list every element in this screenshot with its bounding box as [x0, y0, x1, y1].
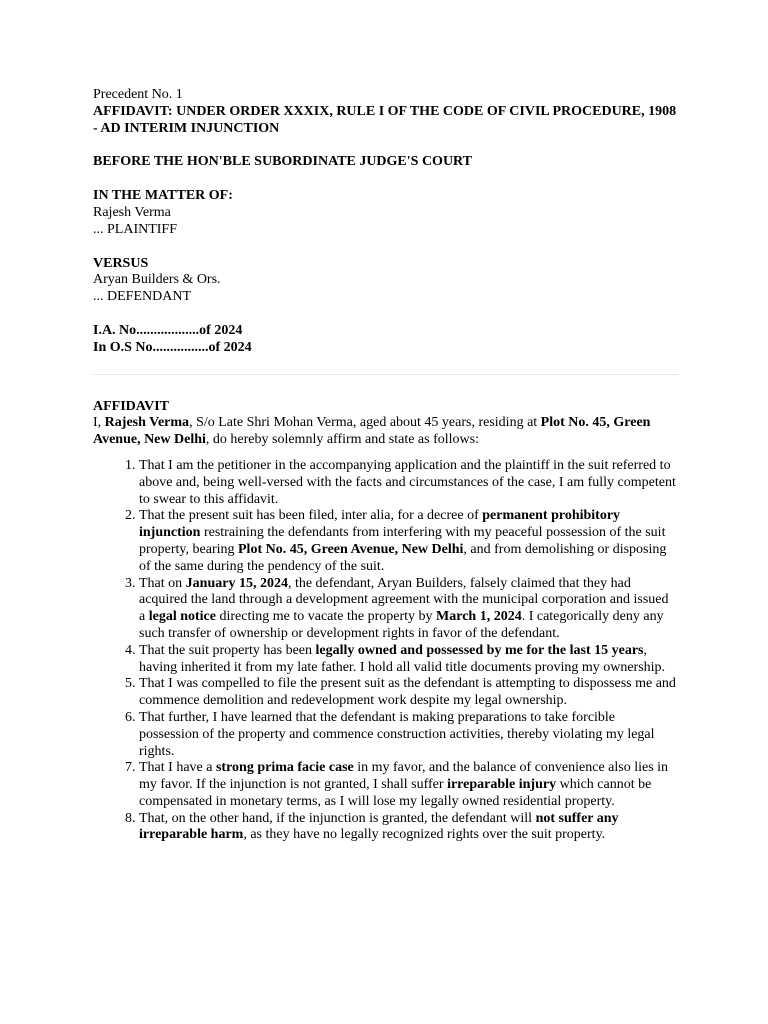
affidavit-heading: AFFIDAVIT [93, 398, 169, 414]
statement-text: , as they have no legally recognized rights over the suit property. [243, 827, 606, 843]
statement-text: That I have a [139, 760, 216, 776]
statement-text: directing me to vacate the property by [215, 609, 437, 625]
statement-emphasis: irreparable injury [447, 777, 557, 793]
affidavit-statement [139, 676, 678, 710]
deponent-address: Plot No. 45, Green Avenue, New Delhi [93, 415, 651, 448]
statement-text: restraining the defendants from interfering with my peaceful possession of the suit property, bearing [139, 525, 666, 557]
matter-label: IN THE MATTER OF: [93, 188, 233, 204]
statement-emphasis: permanent prohibitory injunction [139, 508, 621, 541]
plaintiff-name: Rajesh Verma [93, 204, 171, 220]
statement-text: That the suit property has been [139, 642, 316, 658]
deponent-name: Rajesh Verma [104, 415, 190, 431]
defendant-role: ... DEFENDANT [93, 289, 191, 305]
statement-text: which cannot be compensated in monetary terms, as I will lose my legally owned residential property. [139, 777, 652, 809]
ia-number: I.A. No..................of 2024 [93, 322, 243, 338]
statement-text: That the present suit has been filed, inter alia, for a decree of [139, 508, 483, 524]
os-number: In O.S No................of 2024 [93, 339, 252, 355]
affidavit-statement [139, 760, 678, 810]
statement-text: , and from demolishing or disposing of the same during the pendency of the suit. [139, 541, 667, 574]
statement-text: , having inherited it from my late father. I hold all valid title documents proving my ownership. [139, 642, 666, 675]
plaintiff-role: ... PLAINTIFF [93, 221, 178, 237]
statement-text: That I was compelled to file the present suit as the defendant is attempting to dispossess me and commence demolition and redevelopment work despite my legal ownership. [139, 676, 676, 709]
defendant-name: Aryan Builders & Ors. [93, 272, 221, 288]
statement-emphasis: legal notice [148, 609, 216, 625]
divider [93, 374, 678, 375]
statement-emphasis: March 1, 2024 [436, 609, 522, 625]
intro-text: I, [93, 415, 105, 431]
spacer [93, 239, 678, 256]
statement-emphasis: Plot No. 45, Green Avenue, New Delhi [238, 541, 464, 557]
affidavit-statement [139, 576, 678, 643]
statement-text: That on [139, 575, 186, 591]
statement-emphasis: not suffer any irreparable harm [139, 810, 619, 843]
document-body [93, 87, 678, 844]
statement-text: That, on the other hand, if the injunction is granted, the defendant will [139, 810, 536, 826]
statement-emphasis: January 15, 2024 [185, 575, 288, 591]
statement-emphasis: legally owned and possessed by me for the last 15 years [315, 642, 644, 658]
statement-emphasis: strong prima facie case [215, 760, 354, 776]
intro-text: , S/o Late Shri Mohan Verma, aged about 45 years, residing at [189, 415, 541, 431]
affidavit-statement [139, 811, 678, 845]
affidavit-statement [139, 508, 678, 575]
statement-text: That further, I have learned that the defendant is making preparations to take forcible possession of the property and commence construction activities, thereby violating my legal rights. [139, 709, 655, 759]
document-title: AFFIDAVIT: UNDER ORDER XXXIX, RULE I OF THE CODE OF CIVIL PROCEDURE, 1908 - AD INTERIM INJUNCTION [93, 103, 677, 136]
intro-text: , do hereby solemnly affirm and state as follows: [205, 432, 479, 448]
affidavit-statement [139, 643, 678, 677]
statement-text: . I categorically deny any such transfer of ownership or development rights in favor of the defendant. [139, 609, 664, 641]
spacer [93, 171, 678, 188]
spacer [93, 306, 678, 323]
statement-text: , the defendant, Aryan Builders, falsely claimed that they had acquired the land through a development agreement with the municipal corporation and issued a [139, 575, 669, 625]
affidavit-statement [139, 710, 678, 760]
court-name: BEFORE THE HON'BLE SUBORDINATE JUDGE'S COURT [93, 154, 473, 170]
statement-text: That I am the petitioner in the accompanying application and the plaintiff in the suit referred to above and, being well-versed with the facts and circumstances of the case, I am fully competent to swear to this affidavit. [139, 457, 676, 507]
affidavit-statements-list [93, 458, 678, 844]
statement-text: in my favor, and the balance of convenience also lies in my favor. If the injunction is not granted, I shall suffer [139, 760, 669, 793]
versus-label: VERSUS [93, 255, 149, 271]
precedent-number: Precedent No. 1 [93, 87, 183, 102]
affidavit-statement [139, 458, 678, 508]
affidavit-intro [93, 415, 678, 449]
spacer [93, 137, 678, 154]
